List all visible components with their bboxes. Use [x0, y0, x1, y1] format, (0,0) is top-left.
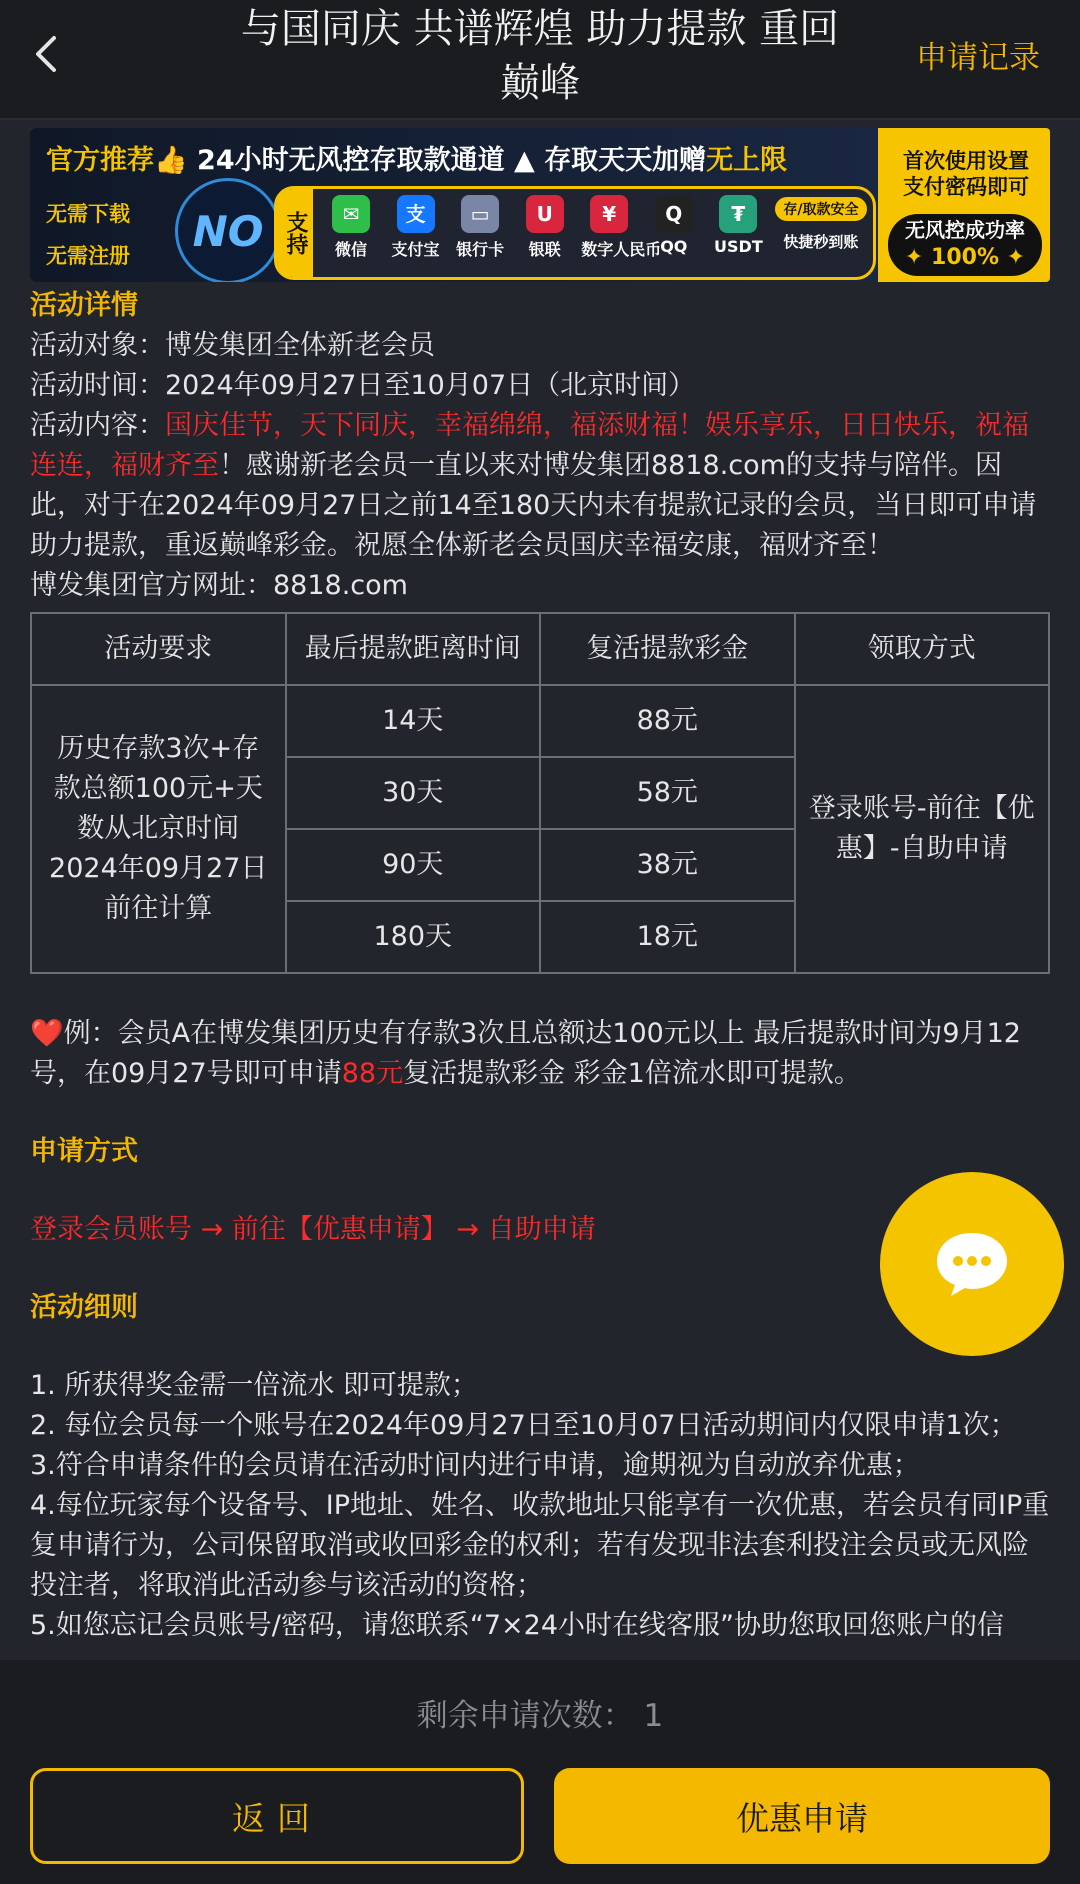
- page-title-line1: 与国同庆 共谱辉煌 助力提款 重回: [240, 6, 840, 52]
- first-use-line1: 首次使用设置: [903, 149, 1029, 173]
- success-rate-badge: [888, 214, 1042, 276]
- banner-no-download: 无需下载: [46, 202, 130, 226]
- rule-item: 1. 所获得奖金需一倍流水 即可提款；: [30, 1370, 478, 1401]
- back-button[interactable]: 返回: [30, 1768, 524, 1864]
- banner-no-limit: 无上限: [706, 145, 788, 176]
- rule-item: 3.符合申请条件的会员请在活动时间内进行申请，逾期视为自动放弃优惠；: [30, 1450, 920, 1481]
- apply-steps: 登录会员账号 → 前往【优惠申请】 → 自助申请: [30, 1214, 596, 1245]
- target-line: [30, 326, 1050, 366]
- rules-title: 活动细则: [30, 1292, 138, 1323]
- bonus-cell: 58元: [540, 757, 795, 829]
- rules-list: [30, 1366, 1050, 1646]
- rule-item: 4.每位玩家每个设备号、IP地址、姓名、收款地址只能享有一次优惠，若会员有同IP重复申请行为，公司保留取消或收回彩金的权利；若有发现非法套利投注会员或无风险投注者，将取消此活动参与该活动的资格；: [30, 1490, 1050, 1601]
- payment-methods-strip: [274, 186, 876, 280]
- success-rate-value: ✦ 100% ✦: [904, 245, 1026, 270]
- deposit-safe-badge: [775, 193, 867, 252]
- no-bitcoin-logo: [175, 178, 281, 282]
- wechat-icon: ✉: [332, 195, 370, 233]
- first-use-note: [886, 148, 1046, 200]
- up-arrow-icon: ▲: [514, 145, 535, 176]
- banner-channel: 24小时无风控存取款通道: [197, 145, 505, 176]
- pay-method-label: 数字人民币: [581, 240, 662, 259]
- banner-right-panel: [880, 128, 1050, 282]
- table-header: 最后提款距离时间: [286, 613, 541, 685]
- pay-method-qq: [646, 193, 702, 256]
- unionpay-icon: U: [526, 195, 564, 233]
- apply-method-title: 申请方式: [30, 1136, 138, 1167]
- days-cell: 30天: [286, 757, 541, 829]
- promo-banner[interactable]: [30, 128, 1050, 282]
- bonus-cell: 38元: [540, 829, 795, 901]
- rule-item: 5.如您忘记会员账号/密码，请您联系“7×24小时在线客服”协助您取回您账户的信: [30, 1610, 1004, 1641]
- official-website[interactable]: 博发集团官方网址：8818.com: [30, 570, 408, 601]
- apply-promo-button[interactable]: 优惠申请: [554, 1768, 1050, 1864]
- banner-left-panel: [30, 128, 878, 282]
- page-title: [200, 0, 880, 110]
- example-paragraph: [30, 1014, 1050, 1094]
- time-label: 活动时间：: [30, 370, 165, 401]
- days-cell: 180天: [286, 901, 541, 973]
- table-row: [31, 685, 1049, 757]
- time-value: 2024年09月27日至10月07日（北京时间）: [165, 370, 696, 401]
- usdt-icon: ₮: [719, 195, 757, 233]
- pay-method-usdt: [710, 193, 766, 256]
- target-label: 活动对象：: [30, 330, 165, 361]
- digital-rmb-icon: ¥: [590, 195, 628, 233]
- example-suffix: 复活提款彩金 彩金1倍流水即可提款。: [403, 1058, 861, 1089]
- bank-card-icon: ▭: [461, 195, 499, 233]
- app-header: [0, 0, 1080, 120]
- example-prefix: 例：会员A在博发集团历史有存款3次且总额达100元以上 最后提款时间为9月12号，在09月27号即可申请: [30, 1018, 1021, 1089]
- table-header: 活动要求: [31, 613, 286, 685]
- alipay-icon: 支: [397, 195, 435, 233]
- pay-method-alipay: [388, 193, 444, 260]
- pay-method-bank-card: [452, 193, 508, 260]
- days-cell: 90天: [286, 829, 541, 901]
- table-header: 复活提款彩金: [540, 613, 795, 685]
- activity-content: [30, 286, 1050, 1646]
- payment-icons: [323, 193, 867, 273]
- pay-method-label: 微信: [334, 240, 367, 259]
- pay-method-label: 银联: [528, 240, 561, 259]
- apply-records-link[interactable]: 申请记录: [916, 40, 1040, 76]
- support-label: 支持: [277, 189, 313, 277]
- pay-method-digital-rmb: [581, 193, 662, 260]
- bonus-cell: 18元: [540, 901, 795, 973]
- bottom-action-bar: [0, 1660, 1080, 1884]
- banner-no-register: 无需注册: [46, 244, 130, 268]
- pay-method-label: 银行卡: [456, 240, 505, 259]
- content-label: 活动内容：: [30, 410, 165, 441]
- pay-method-label: 支付宝: [391, 240, 440, 259]
- content-paragraph: [30, 406, 1050, 566]
- requirement-cell: 历史存款3次+存款总额100元+天数从北京时间2024年09月27日前往计算: [31, 685, 286, 973]
- deposit-safe-label: 存/取款安全: [775, 197, 867, 221]
- pay-method-unionpay: [517, 193, 573, 260]
- qq-icon: Q: [655, 195, 693, 233]
- details-title: 活动详情: [30, 290, 138, 321]
- heart-icon: ❤️: [30, 1018, 64, 1049]
- no-logo-text: NO: [192, 206, 264, 256]
- table-header-row: [31, 613, 1049, 685]
- table-header: 领取方式: [795, 613, 1050, 685]
- chat-button[interactable]: [880, 1172, 1064, 1356]
- content-highlight: 国庆佳节，天下同庆，幸福绵绵，福添财福！娱乐享乐，日日快乐，祝福连连，福财齐至: [30, 410, 1029, 481]
- fast-to-account-label: 快捷秒到账: [783, 233, 859, 251]
- chat-bubble-icon: [933, 1229, 1011, 1299]
- rule-item: 2. 每位会员每一个账号在2024年09月27日至10月07日活动期间内仅限申请1次；: [30, 1410, 1017, 1441]
- days-cell: 14天: [286, 685, 541, 757]
- banner-headline: [46, 138, 787, 177]
- content-rest: ！感谢新老会员一直以来对博发集团8818.com的支持与陪伴。因此，对于在2024年09月27日之前14至180天内未有提款记录的会员，当日即可申请助力提款，重返巅峰彩金。祝愿全体新老会员国庆幸福安康，福财齐至！: [30, 450, 1037, 561]
- example-amount: 88元: [341, 1058, 404, 1089]
- thumbs-up-icon: 👍: [154, 145, 188, 176]
- first-use-line2: 支付密码即可: [903, 175, 1029, 199]
- page-title-line2: 巅峰: [500, 60, 580, 106]
- back-arrow-icon[interactable]: [32, 34, 62, 74]
- bonus-cell: 88元: [540, 685, 795, 757]
- method-cell: 登录账号-前往【优惠】-自助申请: [795, 685, 1050, 973]
- time-line: [30, 366, 1050, 406]
- pay-method-wechat: [323, 193, 379, 260]
- target-value: 博发集团全体新老会员: [165, 330, 435, 361]
- banner-recommend: 官方推荐: [46, 145, 154, 176]
- success-rate-label: 无风控成功率: [905, 218, 1025, 242]
- pay-method-label: USDT: [714, 237, 763, 256]
- banner-daily-bonus: 存取天天加赠: [544, 145, 707, 176]
- bonus-table: [30, 612, 1050, 974]
- pay-method-label: QQ: [660, 237, 688, 256]
- remaining-applications: 剩余申请次数： 1: [416, 1698, 664, 1734]
